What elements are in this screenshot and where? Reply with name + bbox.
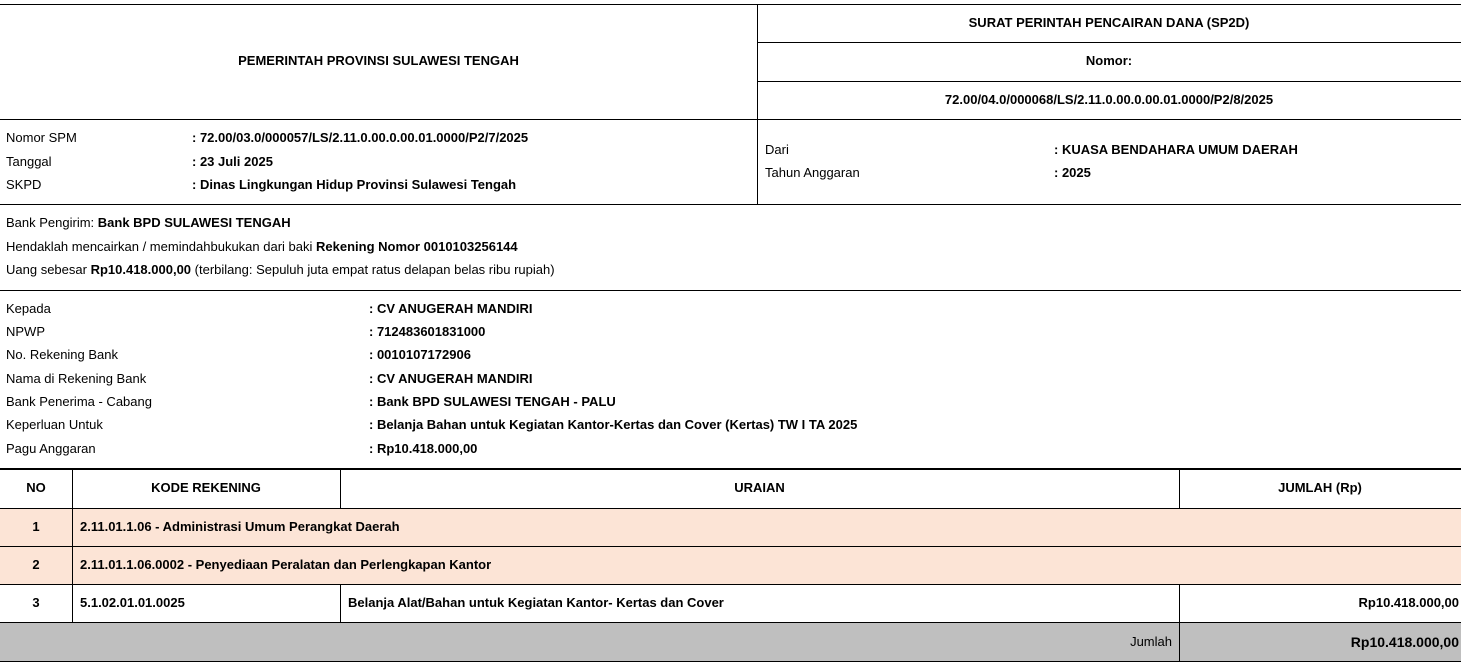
row-uraian: Belanja Alat/Bahan untuk Kegiatan Kantor- Kertas dan Cover — [348, 595, 724, 610]
account-number: Rekening Nomor 0010103256144 — [316, 239, 518, 254]
tanggal-value: : 23 Juli 2025 — [192, 154, 273, 169]
nomor-spm-label: Nomor SPM — [6, 130, 77, 145]
recipient-value: : Belanja Bahan untuk Kegiatan Kantor-Kertas dan Cover (Kertas) TW I TA 2025 — [369, 417, 858, 432]
tahun-anggaran-label: Tahun Anggaran — [765, 165, 860, 180]
tanggal-label: Tanggal — [6, 154, 52, 169]
col-header-kode-rekening: KODE REKENING — [151, 480, 261, 495]
divider — [0, 290, 1461, 291]
row-kode-uraian: 2.11.01.1.06 - Administrasi Umum Perangkat Daerah — [80, 519, 400, 534]
divider — [0, 468, 1461, 470]
recipient-value: : CV ANUGERAH MANDIRI — [369, 301, 533, 316]
row-no: 1 — [32, 519, 40, 534]
recipient-label: Pagu Anggaran — [6, 441, 96, 456]
col-header-no: NO — [26, 480, 46, 495]
recipient-label: Nama di Rekening Bank — [6, 371, 147, 386]
instruction-prefix: Hendaklah mencairkan / memindahbukukan dari baki — [6, 239, 317, 254]
instruction-line — [6, 239, 518, 255]
bank-sender-prefix: Bank Pengirim: — [6, 215, 98, 230]
row-kode: 5.1.02.01.01.0025 — [80, 595, 185, 610]
dari-value: : KUASA BENDAHARA UMUM DAERAH — [1054, 142, 1298, 157]
recipient-label: No. Rekening Bank — [6, 347, 119, 362]
recipient-label: Kepada — [6, 301, 51, 316]
skpd-value: : Dinas Lingkungan Hidup Provinsi Sulawesi Tengah — [192, 177, 517, 192]
skpd-label: SKPD — [6, 177, 42, 192]
divider — [0, 622, 1461, 623]
bank-sender-line — [6, 215, 291, 231]
divider — [0, 661, 1461, 662]
divider — [0, 4, 1461, 5]
dari-label: Dari — [765, 142, 789, 157]
tahun-anggaran-value: : 2025 — [1054, 165, 1091, 180]
divider — [0, 508, 1461, 509]
row-kode-uraian: 2.11.01.1.06.0002 - Penyediaan Peralatan dan Perlengkapan Kantor — [80, 557, 492, 572]
col-header-uraian: URAIAN — [734, 480, 785, 495]
row-no: 3 — [32, 595, 40, 610]
divider — [72, 508, 73, 623]
recipient-value: : Rp10.418.000,00 — [369, 441, 478, 456]
amount-prefix: Uang sebesar — [6, 262, 91, 277]
row-no: 2 — [32, 557, 40, 572]
government-title: PEMERINTAH PROVINSI SULAWESI TENGAH — [238, 53, 519, 68]
recipient-value: : 712483601831000 — [369, 324, 486, 339]
amount-line — [6, 262, 555, 278]
total-label: Jumlah — [1130, 634, 1172, 649]
recipient-value: : CV ANUGERAH MANDIRI — [369, 371, 533, 386]
divider — [0, 584, 1461, 585]
col-header-jumlah: JUMLAH (Rp) — [1278, 480, 1362, 495]
divider — [0, 119, 1461, 120]
nomor-spm-value: : 72.00/03.0/000057/LS/2.11.0.00.0.00.01.0000/P2/7/2025 — [192, 130, 529, 145]
divider — [757, 42, 1461, 43]
amount-words: (terbilang: Sepuluh juta empat ratus delapan belas ribu rupiah) — [191, 262, 555, 277]
recipient-label: Keperluan Untuk — [6, 417, 103, 432]
bank-sender-value: Bank BPD SULAWESI TENGAH — [97, 215, 291, 230]
divider — [0, 204, 1461, 205]
divider — [0, 546, 1461, 547]
divider — [757, 81, 1461, 82]
recipient-value: : Bank BPD SULAWESI TENGAH - PALU — [369, 394, 616, 409]
total-value: Rp10.418.000,00 — [1350, 634, 1459, 650]
sp2d-number: 72.00/04.0/000068/LS/2.11.0.00.0.00.01.0000/P2/8/2025 — [944, 92, 1274, 107]
number-label: Nomor: — [1085, 53, 1133, 68]
document-title: SURAT PERINTAH PENCAIRAN DANA (SP2D) — [968, 15, 1250, 30]
amount-value: Rp10.418.000,00 — [90, 262, 192, 277]
recipient-label: NPWP — [6, 324, 45, 339]
row-jumlah: Rp10.418.000,00 — [1358, 595, 1459, 610]
recipient-label: Bank Penerima - Cabang — [6, 394, 152, 409]
divider — [340, 584, 341, 622]
recipient-value: : 0010107172906 — [369, 347, 471, 362]
